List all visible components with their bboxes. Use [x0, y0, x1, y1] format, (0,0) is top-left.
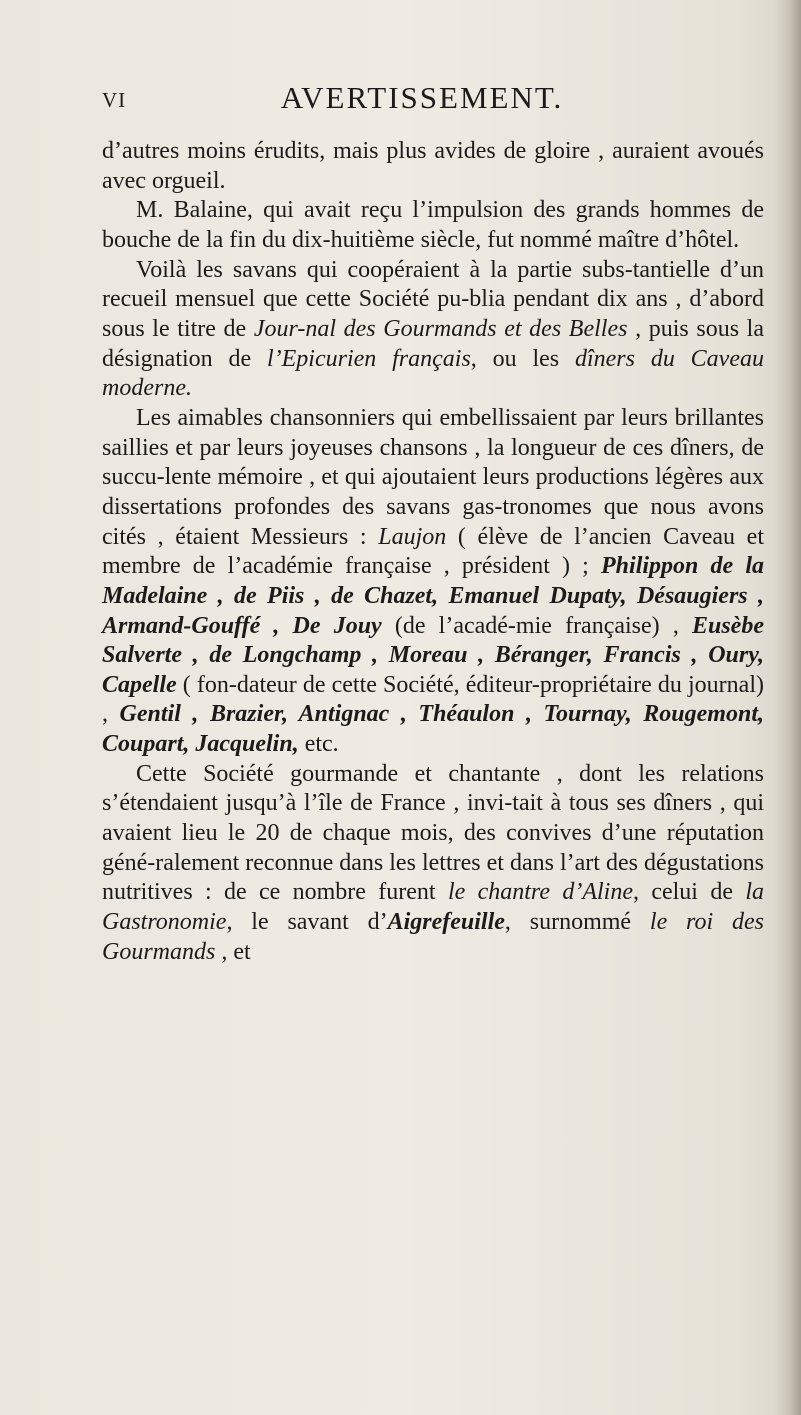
emphasized-text: l’Epicurien français [266, 345, 471, 372]
emphasized-text: Aigrefeuille [387, 909, 505, 936]
emphasized-text: dîners du Caveau moderne. [102, 345, 764, 402]
text-run: ( élève de l’ancien Caveau et membre de l’académie française , président ) ; [102, 523, 765, 580]
page-edge-shadow [775, 0, 801, 1415]
text-run: etc. [298, 731, 339, 758]
emphasized-text: Gentil , Brazier, Antignac , Théaulon , Tournay, Rougemont, Coupart, Jacquelin, [102, 701, 764, 758]
paragraph [102, 137, 764, 196]
paragraph [102, 256, 764, 404]
text-run: M. Balaine, qui avait reçu l’impulsion des grands hommes de bouche de la fin du dix-huitième siècle, fut nommé maître d’hôtel. [102, 197, 764, 253]
text-run: , le savant d’ [226, 909, 388, 936]
text-run: et [227, 938, 251, 965]
body-text [102, 137, 764, 967]
paragraph [102, 404, 764, 760]
paragraph [102, 196, 764, 255]
running-title: AVERTISSEMENT. [280, 80, 564, 115]
emphasized-text: Philippon de la Madelaine , de Piis , de Chazet, Emanuel Dupaty, Désaugiers , Armand-Gouffé , De Jouy [102, 553, 765, 639]
emphasized-text: le roi des Gourmands , [102, 909, 765, 965]
text-run: Cette Société gourmande et chantante , dont les relations s’étendaient jusqu’à l’île de France , invi-tait à tous ses dîners , qui avaient lieu le 20 de chaque mois, des convives d’une réputation géné-ralement reconnue dans les lettres et dans l’art des dégustations nutritives : de ce nombre furent [102, 760, 764, 906]
page-header [102, 78, 742, 118]
text-run: Les aimables chansonniers qui embellissaient par leurs brillantes saillies et par leurs joyeuses chansons , la longueur de ces dîners, de succu-lente mémoire , et qui ajoutaient leurs productions légères aux dissertations profondes des savans gas-tronomes que nous avons cités , étaient Messieurs : [102, 404, 764, 550]
emphasized-text: Eusèbe Salverte , de Longchamp , Moreau , Béranger, Francis , Oury, Capelle [102, 612, 764, 698]
emphasized-text: le chantre d’Aline [447, 879, 633, 906]
emphasized-text: la Gastronomie [102, 879, 764, 936]
text-run: Voilà les savans qui coopéraient à la partie subs-tantielle d’un recueil mensuel que cette Société pu-blia pendant dix ans , d’abord sous le titre de [102, 256, 764, 342]
paragraph [102, 760, 764, 968]
text-run: , celui de [633, 879, 746, 906]
emphasized-text: Jour-nal des Gourmands et des Belles , [253, 315, 642, 342]
text-run: , ou les [470, 345, 575, 372]
emphasized-text: Laujon [378, 523, 447, 550]
text-run: puis sous la désignation de [102, 315, 764, 372]
page-number: VI [102, 88, 127, 112]
text-run: d’autres moins érudits, mais plus avides de gloire , auraient avoués avec orgueil. [102, 138, 764, 194]
text-run: , surnommé [504, 909, 650, 936]
text-run: ( fon-dateur de cette Société, éditeur-propriétaire du journal) , [102, 671, 764, 728]
text-run: (de l’acadé-mie française) , [381, 612, 692, 639]
